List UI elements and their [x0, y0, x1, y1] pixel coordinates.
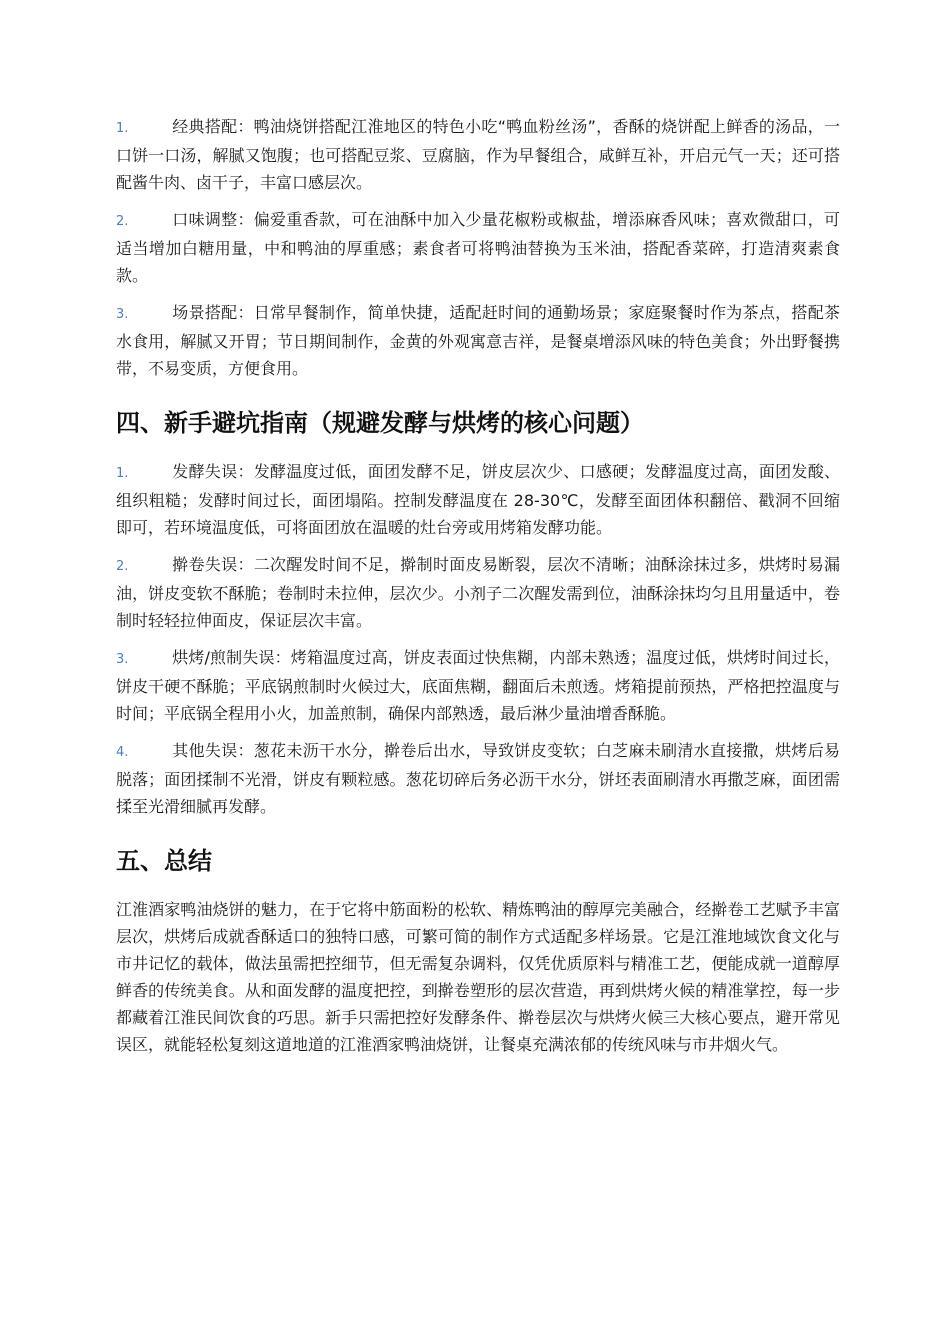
list-number: 1.: [116, 121, 129, 136]
list-text: 其他失误：葱花未沥干水分，擀卷后出水，导致饼皮变软；白芝麻未刷清水直接撒，烘烤后易脱落；面团揉制不光滑，饼皮有颗粒感。葱花切碎后务必沥干水分，饼坯表面刷清水再撒芝麻，面团需揉至光滑细腻再发酵。: [116, 741, 840, 816]
list-item: [116, 644, 840, 727]
list-number: 2.: [116, 559, 129, 574]
list-item: [116, 551, 840, 634]
list-text: 烘烤/煎制失误：烤箱温度过高，饼皮表面过快焦糊，内部未熟透；温度过低，烘烤时间过长，饼皮干硬不酥脆；平底锅煎制时火候过大，底面焦糊，翻面后未煎透。烤箱提前预热，严格把控温度与时间；平底锅全程用小火，加盖煎制，确保内部熟透，最后淋少量油增香酥脆。: [116, 648, 840, 723]
list-text: 经典搭配：鸭油烧饼搭配江淮地区的特色小吃“鸭血粉丝汤”，香酥的烧饼配上鲜香的汤品，一口饼一口汤，解腻又饱腹；也可搭配豆浆、豆腐脑，作为早餐组合，咸鲜互补，开启元气一天；还可搭配酱牛肉、卤干子，丰富口感层次。: [116, 117, 840, 192]
pairing-list: [116, 113, 840, 382]
list-number: 3.: [116, 307, 129, 322]
section-heading-summary: 五、总结: [116, 847, 212, 875]
summary-paragraph: 江淮酒家鸭油烧饼的魅力，在于它将中筋面粉的松软、精炼鸭油的醇厚完美融合，经擀卷工艺赋予丰富层次，烘烤后成就香酥适口的独特口感，可繁可简的制作方式适配多样场景。它是江淮地域饮食文化与市井记忆的载体，做法虽需把控细节，但无需复杂调料，仅凭优质原料与精准工艺，便能成就一道醇厚鲜香的传统美食。从和面发酵的温度把控，到擀卷塑形的层次营造，再到烘烤火候的精准掌控，每一步都藏着江淮民间饮食的巧思。新手只需把控好发酵条件、擀卷层次与烘烤火候三大核心要点，避开常见误区，就能轻松复刻这道地道的江淮酒家鸭油烧饼，让餐桌充满浓郁的传统风味与市井烟火气。: [116, 900, 840, 1054]
section-heading-pitfalls: 四、新手避坑指南（规避发酵与烘烤的核心问题）: [116, 409, 644, 437]
list-item: [116, 299, 840, 382]
list-item: [116, 113, 840, 196]
list-item: [116, 737, 840, 820]
list-number: 2.: [116, 214, 129, 229]
pitfalls-list: [116, 458, 840, 820]
list-text: 场景搭配：日常早餐制作，简单快捷，适配赶时间的通勤场景；家庭聚餐时作为茶点，搭配茶水食用，解腻又开胃；节日期间制作，金黄的外观寓意吉祥，是餐桌增添风味的特色美食；外出野餐携带，不易变质，方便食用。: [116, 303, 840, 378]
list-text: 擀卷失误：二次醒发时间不足，擀制时面皮易断裂，层次不清晰；油酥涂抹过多，烘烤时易漏油，饼皮变软不酥脆；卷制时未拉伸，层次少。小剂子二次醒发需到位，油酥涂抹均匀且用量适中，卷制时轻轻拉伸面皮，保证层次丰富。: [116, 555, 840, 630]
document-page: [116, 113, 840, 1058]
list-number: 1.: [116, 466, 129, 481]
list-item: [116, 206, 840, 289]
list-number: 4.: [116, 745, 129, 760]
list-text: 发酵失误：发酵温度过低，面团发酵不足，饼皮层次少、口感硬；发酵温度过高，面团发酸、组织粗糙；发酵时间过长，面团塌陷。控制发酵温度在 28-30℃，发酵至面团体积翻倍、戳洞不回缩即可，若环境温度低，可将面团放在温暖的灶台旁或用烤箱发酵功能。: [116, 462, 840, 537]
list-number: 3.: [116, 652, 129, 667]
list-text: 口味调整：偏爱重香款，可在油酥中加入少量花椒粉或椒盐，增添麻香风味；喜欢微甜口，可适当增加白糖用量，中和鸭油的厚重感；素食者可将鸭油替换为玉米油，搭配香菜碎，打造清爽素食款。: [116, 210, 840, 285]
list-item: [116, 458, 840, 541]
